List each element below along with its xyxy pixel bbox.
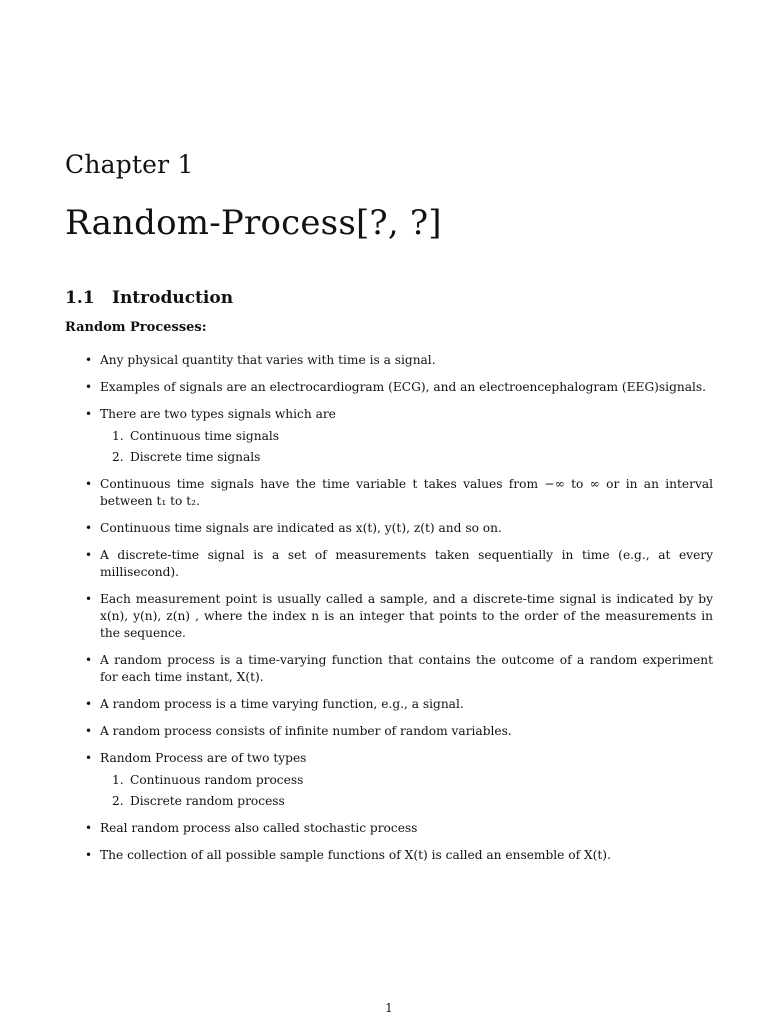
bullet-icon: • [85,521,93,535]
sublist-number: 2. [112,450,124,464]
list-item-text: A discrete-time signal is a set of measurements taken sequentially in time (e.g., at every millisecond). [100,548,713,579]
numbered-sublist [100,772,713,810]
sublist-item-text: Discrete random process [130,794,285,808]
list-item-text: Examples of signals are an electrocardiogram (ECG), and an electroencephalogram (EEG)signals. [100,380,707,394]
sublist-item [100,449,713,466]
list-item-text: Each measurement point is usually called a sample, and a discrete-time signal is indicated by by x(n), y(n), z(n) , where the index n is an integer that points to the order of the measurements in the sequence. [100,592,713,640]
list-item-text: Continuous time signals are indicated as x(t), y(t), z(t) and so on. [100,521,502,535]
sublist-item [100,772,713,789]
list-item-text: A random process is a time-varying function that contains the outcome of a random experiment for each time instant, X(t). [100,653,713,684]
list-item-text: There are two types signals which are [100,407,336,421]
bullet-list [65,352,713,864]
list-item [65,652,713,686]
list-item [65,750,713,810]
bullet-icon: • [85,697,93,711]
list-item [65,591,713,642]
chapter-title: Random-Process[?, ?] [65,203,442,243]
subheading: Random Processes: [65,320,207,335]
sublist-item [100,428,713,445]
list-item [65,723,713,740]
bullet-icon: • [85,724,93,738]
sublist-number: 1. [112,773,124,787]
list-item [65,820,713,837]
bullet-icon: • [85,848,93,862]
list-item-text: The collection of all possible sample functions of X(t) is called an ensemble of X(t). [100,848,611,862]
bullet-icon: • [85,548,93,562]
chapter-label: Chapter 1 [65,150,194,179]
numbered-sublist [100,428,713,466]
page-number: 1 [385,1001,393,1015]
bullet-icon: • [85,380,93,394]
bullet-icon: • [85,751,93,765]
sublist-item [100,793,713,810]
sublist-number: 1. [112,429,124,443]
list-item-text: Continuous time signals have the time variable t takes values from −∞ to ∞ or in an interval between t₁ to t₂. [100,477,713,508]
section-title: Introduction [112,288,234,308]
bullet-icon: • [85,592,93,606]
content-body [65,352,713,874]
section-number: 1.1 [65,288,95,308]
sublist-item-text: Continuous time signals [130,429,279,443]
list-item [65,520,713,537]
bullet-icon: • [85,353,93,367]
bullet-icon: • [85,653,93,667]
bullet-icon: • [85,821,93,835]
list-item [65,379,713,396]
sublist-number: 2. [112,794,124,808]
list-item [65,696,713,713]
list-item [65,406,713,466]
list-item [65,476,713,510]
bullet-icon: • [85,407,93,421]
list-item-text: A random process is a time varying function, e.g., a signal. [100,697,464,711]
list-item [65,352,713,369]
section-heading [65,288,233,308]
list-item-text: Real random process also called stochastic process [100,821,418,835]
sublist-item-text: Discrete time signals [130,450,261,464]
list-item-text: A random process consists of infinite number of random variables. [100,724,512,738]
list-item-text: Any physical quantity that varies with time is a signal. [100,353,436,367]
document-page [65,0,713,1024]
bullet-icon: • [85,477,93,491]
list-item [65,547,713,581]
list-item-text: Random Process are of two types [100,751,307,765]
list-item [65,847,713,864]
sublist-item-text: Continuous random process [130,773,304,787]
